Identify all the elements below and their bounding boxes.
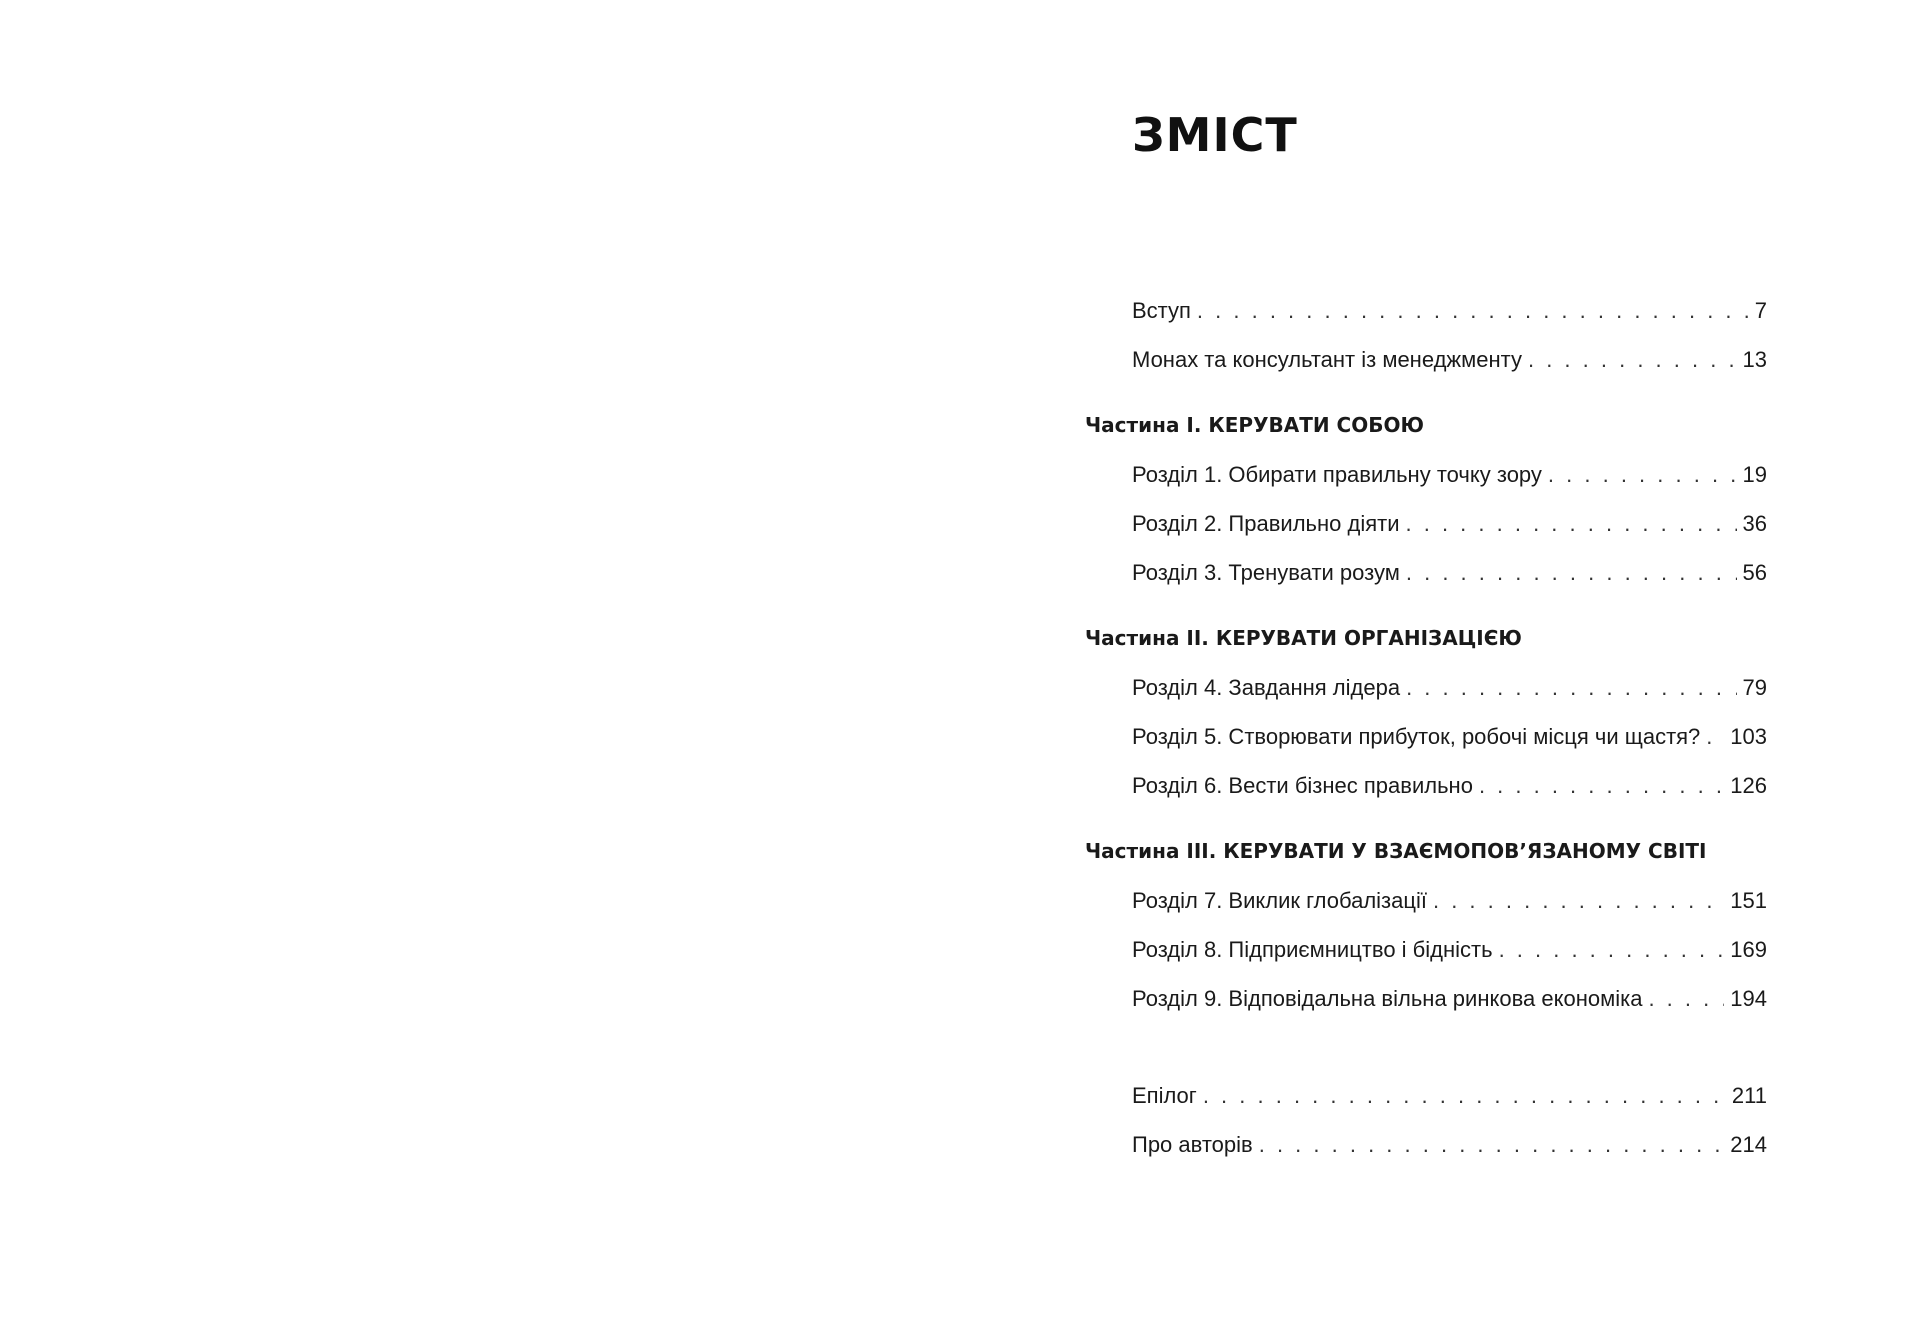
toc-entry-chapter-8[interactable] [1085,925,1767,974]
toc-entry-label: Розділ 2. Правильно діяти [1132,511,1400,536]
part-heading-1: Частина I. КЕРУВАТИ СОБОЮ [1085,413,1424,437]
toc-entry-page: 103 [1730,724,1767,749]
dot-leader [1433,876,1724,925]
toc-entry-epilogue[interactable] [1085,1071,1767,1120]
toc-entry-label: Розділ 6. Вести бізнес правильно [1132,773,1473,798]
toc-entry-label: Розділ 7. Виклик глобалізації [1132,888,1427,913]
dot-leader [1406,499,1737,548]
toc-entry-label: Епілог [1132,1083,1197,1108]
dot-leader [1548,450,1737,499]
page-title: ЗМІСТ [1132,108,1298,162]
dot-leader [1479,761,1724,810]
part-heading-2: Частина II. КЕРУВАТИ ОРГАНІЗАЦІЄЮ [1085,626,1522,650]
section-spacer [1085,1023,1767,1071]
part-heading-3: Частина III. КЕРУВАТИ У ВЗАЄМОПОВ’ЯЗАНОМУ СВІТІ [1085,839,1707,863]
toc-entry-page: 13 [1742,347,1767,372]
toc-entry-chapter-1[interactable] [1085,450,1767,499]
toc-entry-chapter-4[interactable] [1085,663,1767,712]
toc-entry-label: Розділ 8. Підприємництво і бідність [1132,937,1493,962]
right-page [960,0,1920,1325]
dot-leader [1499,925,1725,974]
toc-entry-label: Розділ 1. Обирати правильну точку зору [1132,462,1542,487]
toc-entry-chapter-3[interactable] [1085,548,1767,597]
dot-leader [1406,663,1736,712]
toc-entry-page: 36 [1742,511,1767,536]
toc-entry-chapter-9[interactable] [1085,974,1767,1023]
toc-entry-page: 126 [1730,773,1767,798]
toc-entry-page: 169 [1730,937,1767,962]
toc-entry-page: 151 [1730,888,1767,913]
toc-entry-label: Монах та консультант із менеджменту [1132,347,1522,372]
toc-entry-monk[interactable] [1085,335,1767,384]
dot-leader [1203,1071,1726,1120]
toc-entry-chapter-6[interactable] [1085,761,1767,810]
toc-entry-label: Розділ 5. Створювати прибуток, робочі місця чи щастя? [1132,724,1701,749]
table-of-contents [1085,286,1767,1169]
dot-leader [1406,548,1737,597]
toc-entry-chapter-2[interactable] [1085,499,1767,548]
toc-entry-page: 214 [1730,1132,1767,1157]
dot-leader [1528,335,1737,384]
toc-entry-label: Розділ 3. Тренувати розум [1132,560,1400,585]
toc-entry-page: 7 [1754,298,1767,323]
toc-entry-label: Розділ 4. Завдання лідера [1132,675,1401,700]
dot-leader [1197,286,1749,335]
toc-entry-page: 79 [1742,675,1767,700]
toc-entry-intro[interactable] [1085,286,1767,335]
dot-leader [1259,1120,1725,1169]
toc-entry-authors[interactable] [1085,1120,1767,1169]
toc-entry-label: Вступ [1132,298,1191,323]
toc-entry-page: 211 [1731,1083,1767,1108]
toc-entry-page: 194 [1730,986,1767,1011]
dot-leader [1706,712,1724,761]
toc-entry-label: Про авторів [1132,1132,1253,1157]
toc-entry-page: 56 [1742,560,1767,585]
toc-entry-label: Розділ 9. Відповідальна вільна ринкова економіка [1132,986,1643,1011]
toc-entry-page: 19 [1742,462,1767,487]
dot-leader [1648,974,1724,1023]
toc-entry-chapter-5[interactable] [1085,712,1767,761]
toc-entry-chapter-7[interactable] [1085,876,1767,925]
